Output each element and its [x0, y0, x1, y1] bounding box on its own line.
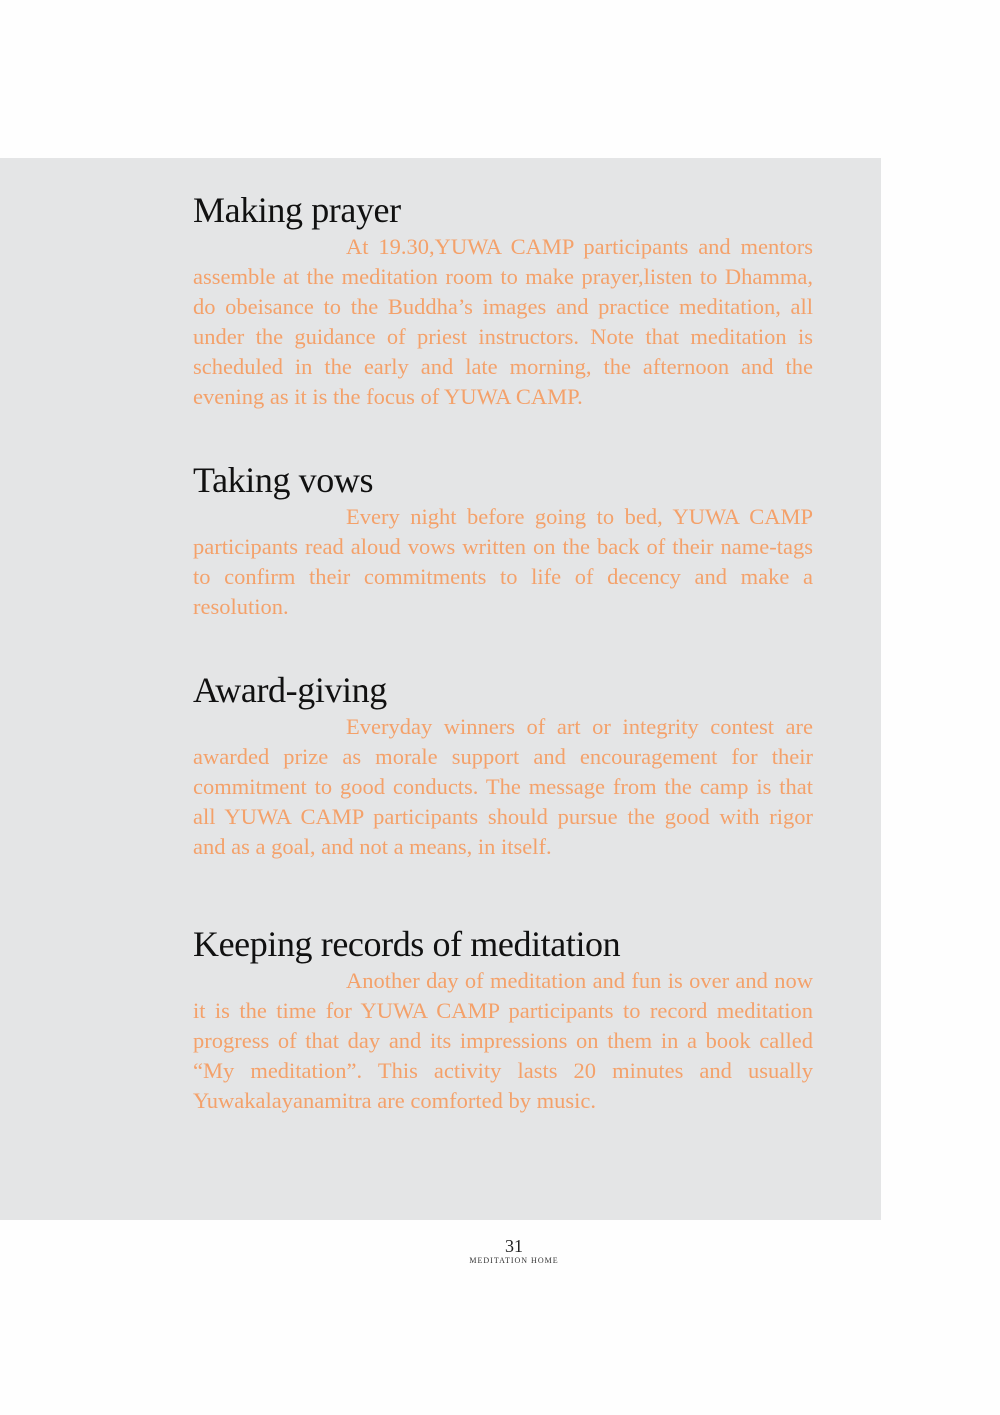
page-footer: [0, 1236, 1000, 1266]
section-body: At 19.30,YUWA CAMP participants and mentors assemble at the meditation room to make prayer,listen to Dhamma, do obeisance to the Buddha’s images and practice meditation, all under the guidance of priest instructors. Note that meditation is scheduled in the early and late morning, the afternoon and the evening as it is the focus of YUWA CAMP.: [193, 234, 813, 409]
section-heading: Making prayer: [193, 190, 401, 230]
section-body: Every night before going to bed, YUWA CAMP participants read aloud vows written on the back of their name-tags to confirm their commitments to life of decency and make a resolution.: [193, 504, 813, 619]
section-heading: Keeping records of meditation: [193, 924, 621, 964]
running-title: MEDITATION HOME: [469, 1256, 559, 1265]
article-content: [193, 188, 813, 1116]
page-number: 31: [505, 1236, 523, 1256]
section-making-prayer: [193, 188, 813, 412]
section-award-giving: [193, 668, 813, 862]
section-body: Everyday winners of art or integrity contest are awarded prize as morale support and encouragement for their commitment to good conducts. The message from the camp is that all YUWA CAMP participants should pursue the good with rigor and as a goal, and not a means, in itself.: [193, 714, 813, 859]
section-taking-vows: [193, 458, 813, 622]
section-keeping-records: [193, 922, 813, 1116]
section-body: Another day of meditation and fun is over and now it is the time for YUWA CAMP participants to record meditation progress of that day and its impressions on them in a book called “My meditation”. This activity lasts 20 minutes and usually Yuwakalayanamitra are comforted by music.: [193, 968, 813, 1113]
section-heading: Taking vows: [193, 460, 374, 500]
section-heading: Award-giving: [193, 670, 387, 710]
